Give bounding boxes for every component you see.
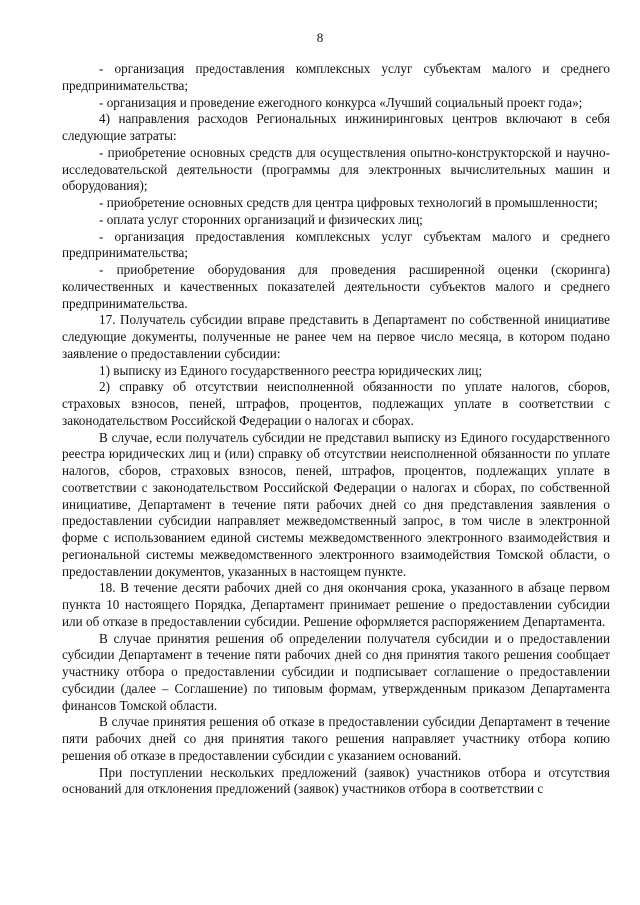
- paragraph: 2) справку об отсутствии неисполненной обязанности по уплате налогов, сборов, страховых взносов, пеней, штрафов, процентов, подлежащих уплате в соответствии с законодательством Российской Федерации о налогах и сборах.: [62, 379, 610, 428]
- paragraph: - оплата услуг сторонних организаций и физических лиц;: [99, 211, 423, 227]
- paragraph: 17. Получатель субсидии вправе представить в Департамент по собственной инициативе следующие документы, полученные не ранее чем на первое число месяца, в котором подано заявление о предоставлении субсидии:: [62, 312, 610, 361]
- paragraph: При поступлении нескольких предложений (заявок) участников отбора и отсутствия оснований для отклонения предложений (заявок) участников отбора в соответствии с: [62, 764, 610, 797]
- paragraph: - организация и проведение ежегодного конкурса «Лучший социальный проект года»;: [99, 94, 583, 110]
- paragraph: - приобретение основных средств для осуществления опытно-конструкторской и научно-исследовательской деятельности (программы для электронных вычислительных машин и оборудования);: [62, 144, 610, 194]
- paragraph: - организация предоставления комплексных услуг субъектам малого и среднего предпринимательства;: [62, 61, 610, 93]
- page-number: 8: [316, 30, 324, 45]
- document-body: [62, 61, 610, 798]
- paragraph: В случае принятия решения об определении получателя субсидии и о предоставлении субсидии Департамент в течение пяти рабочих дней со дня принятия такого решения сообщает участнику отбора о предоставлении субсидии и подписывает соглашение о предоставлении субсидии (далее – Соглашение) по типовым формам, утвержденным приказом Департамента финансов Томской области.: [62, 630, 610, 713]
- paragraph: В случае принятия решения об отказе в предоставлении субсидии Департамент в течение пяти рабочих дней со дня принятия такого решения направляет участнику отбора копию решения об отказе в предоставлении субсидии с указанием оснований.: [62, 714, 610, 763]
- paragraph: 18. В течение десяти рабочих дней со дня окончания срока, указанного в абзаце первом пункта 10 настоящего Порядка, Департамент принимает решение о предоставлении субсидии или об отказе в предоставлении субсидии. Решение оформляется распоряжением Департамента.: [62, 580, 610, 629]
- paragraph: - организация предоставления комплексных услуг субъектам малого и среднего предпринимательства;: [62, 228, 610, 261]
- paragraph: 1) выписку из Единого государственного реестра юридических лиц;: [99, 362, 483, 378]
- paragraph: - приобретение оборудования для проведения расширенной оценки (скоринга) количественных и качественных показателей деятельности субъектов малого и среднего предпринимательства.: [62, 262, 610, 311]
- paragraph: - приобретение основных средств для центра цифровых технологий в промышленности;: [99, 195, 598, 210]
- paragraph: 4) направления расходов Региональных инжиниринговых центров включают в себя следующие затраты:: [62, 111, 610, 143]
- paragraph: В случае, если получатель субсидии не представил выписку из Единого государственного реестра юридических лиц и (или) справку об отсутствии неисполненной обязанности по уплате налогов, сборов, страховых взносов, пеней, штрафов, процентов, подлежащих уплате в соответствии с законодательством Российской Федерации о налогах и сборах, по собственной инициативе, Департамент в течение пяти рабочих дней со дня представления заявления о предоставлении субсидии направляет межведомственный запрос, в том числе в электронной форме с использованием единой системы межведомственного электронного взаимодействия и региональной системы межведомственного электронного взаимодействия Томской области, о предоставлении документов, указанных в настоящем пункте.: [62, 429, 610, 579]
